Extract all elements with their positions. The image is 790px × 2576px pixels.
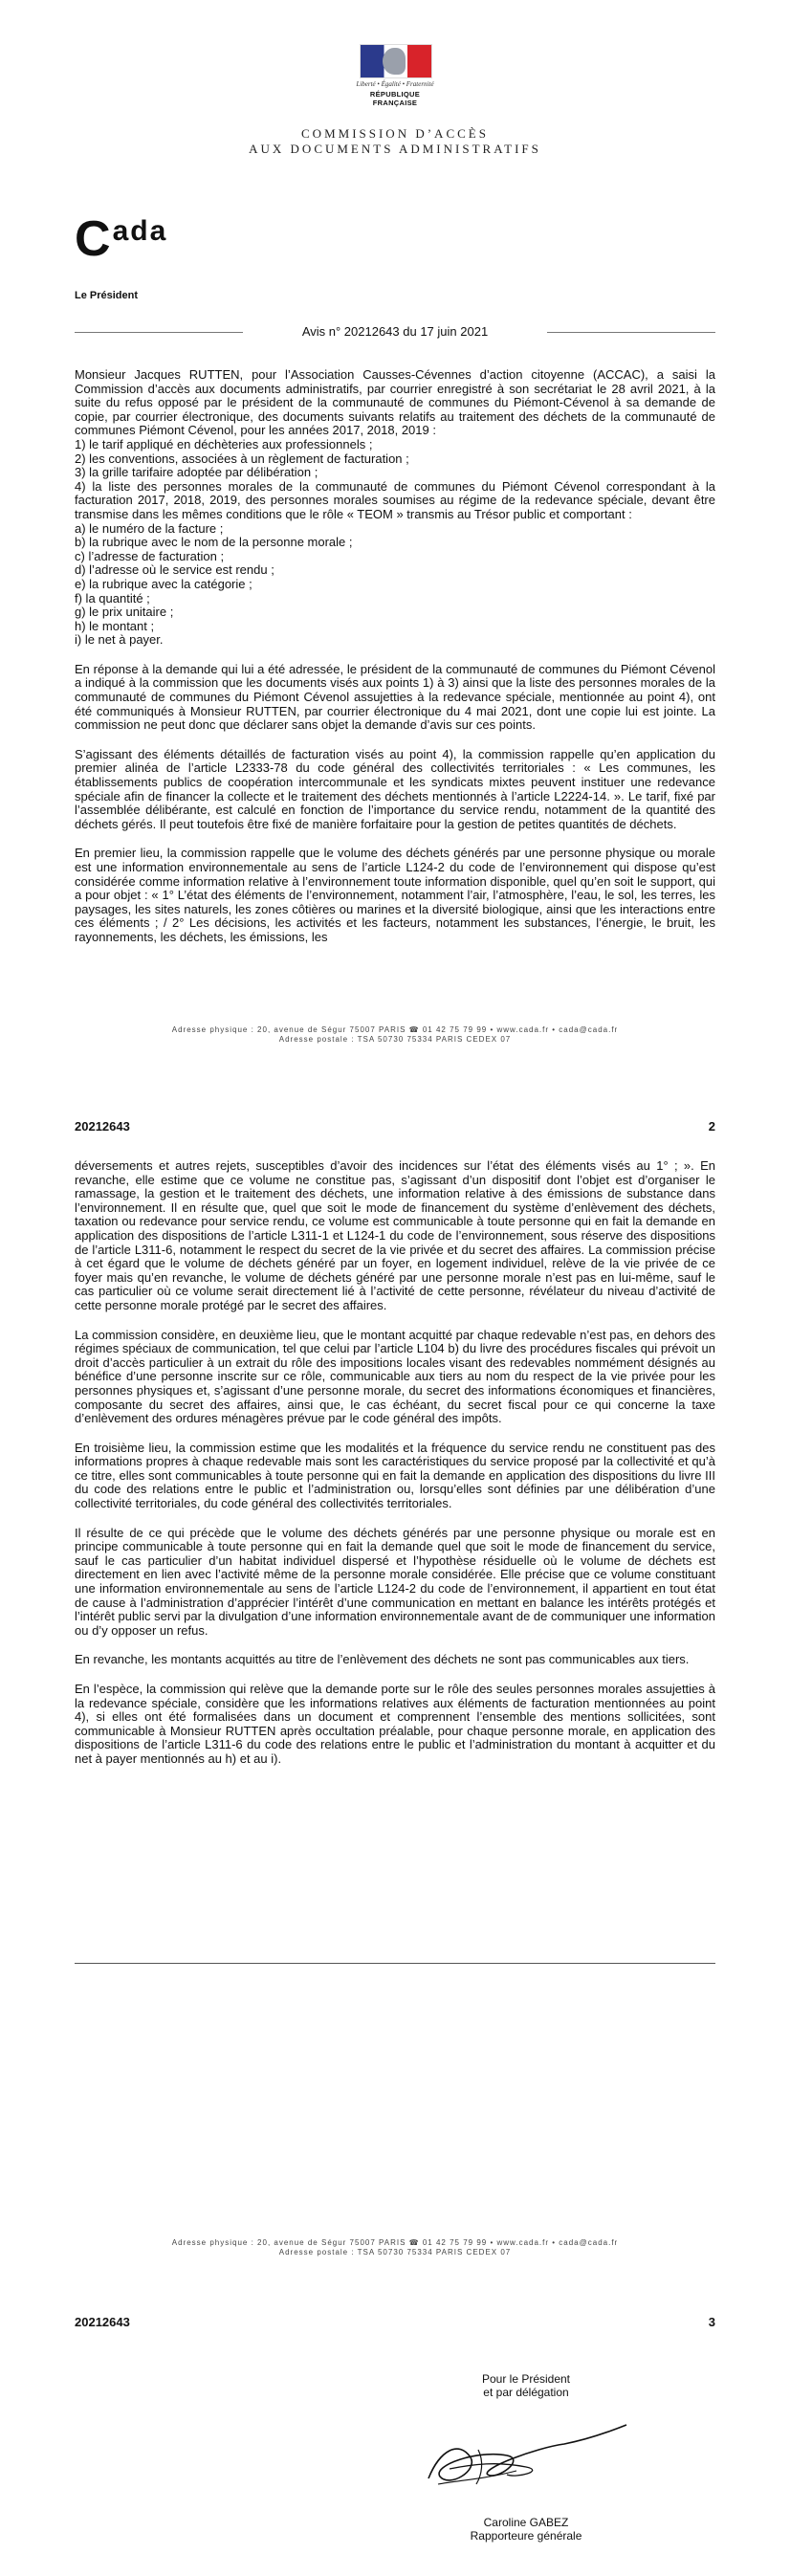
list-item: e) la rubrique avec la catégorie ;	[75, 576, 252, 591]
list-item: 3) la grille tarifaire adoptée par délibération ;	[75, 465, 318, 480]
list-item: 2) les conventions, associées à un règlement de facturation ;	[75, 451, 409, 466]
page-1-footer	[0, 1025, 790, 1045]
page-3	[0, 2315, 790, 2576]
list-item: c) l’adresse de facturation ;	[75, 548, 225, 563]
cada-logo-rest: ada	[112, 215, 168, 247]
avis-rule-right	[547, 332, 715, 333]
list-item: a) le numéro de la facture ;	[75, 520, 224, 536]
page-3-number: 3	[708, 2315, 715, 2329]
list-item: b) la rubrique avec le nom de la personne morale ;	[75, 535, 353, 550]
paragraph: En troisième lieu, la commission estime que les modalités et la fréquence du service rendu ne constituent pas des informations propres à chaque redevable mais sont les caractéristiques du service proposé par la collectivité et qu’à ce titre, elles sont communicables à toute personne qui en fait la demande en application des dispositions du livre III du code des relations entre le public et l’administration ou, lorsqu’elles sont définies par une délibération d’une collectivité territoriales, du code général des collectivités territoriales.	[75, 1440, 715, 1511]
paragraph: En revanche, les montants acquittés au titre de l’enlèvement des déchets ne sont pas communicables aux tiers.	[75, 1652, 690, 1667]
avis-title: Avis n° 20212643 du 17 juin 2021	[301, 324, 489, 339]
commission-line-2: AUX DOCUMENTS ADMINISTRATIFS	[249, 142, 541, 156]
footer-address-physical: Adresse physique : 20, avenue de Ségur 75007 PARIS ☎ 01 42 75 79 99 • www.cada.fr • cada@cada.fr	[171, 1025, 619, 1034]
signature-intro	[450, 2372, 603, 2399]
cada-logo	[75, 211, 168, 267]
paragraph: La commission considère, en deuxième lieu, que le montant acquitté par chaque redevable n’est pas, en dehors des régimes spéciaux de communication, tel que celui par l’article L104 b) du livre des procédures fiscales qui prévoit un droit d’accès particulier à un extrait du rôle des impositions locales visant des redevables nommément désignés au bénéfice d’une personne inscrite sur ce rôle, communicable aux tiers au nom du respect de la vie privée pour les personnes physiques et, s’agissant d’une personne morale, du secret des informations économiques et financières, composante du secret des affaires, ainsi que, le cas échéant, du secret fiscal pour ce qui concerne la taxe d’enlèvement des ordures ménagères prévue par le code général des impôts.	[75, 1327, 715, 1426]
paragraph: En l’espèce, la commission qui relève que la demande porte sur le rôle des seules personnes morales assujetties à la redevance spéciale, considère que les informations relatives aux éléments de facturation mentionnées au point 4), si elles ont été formalisées dans un document et comprennent l’ensemble des mentions sollicitées, sont communicable à Monsieur RUTTEN après occultation préalable, pour chaque personne morale, en application des dispositions de l’article L311-6 du code des relations entre le public et l’administration du montant à acquitter et du net à payer mentionnés au h) et au i).	[75, 1682, 715, 1766]
signature-line-2: et par délégation	[483, 2386, 569, 2399]
page-1-body	[75, 368, 715, 960]
intro-paragraph: Monsieur Jacques RUTTEN, pour l’Association Causses-Cévennes d’action citoyenne (ACCAC), a saisi la Commission d’accès aux documents administratifs, par courrier enregistré à son secrétariat le 28 avril 2021, à la suite du refus opposé par le président de la communauté de communes du Piémont-Cévenol à sa demande de copie, par courrier électronique, des documents suivants relatifs au traitement des déchets de la communauté de communes Piémont Cévenol, pour les années 2017, 2018, 2019 :	[75, 367, 715, 438]
paragraph: déversements et autres rejets, susceptibles d’avoir des incidences sur l’état des éléments visés au 1° ; ». En revanche, elle estime que ce volume ne constitue pas, s’agissant d’un dispositif dont l’objet est d’organiser le ramassage, la gestion et le traitement des déchets, une information relative à des émissions de substance dans l’environnement. Il en résulte que, quel que soit le mode de financement du système d’enlèvement des déchets, taxation ou redevance pour service rendu, ce volume est communicable à toute personne qui en fait la demande en application des dispositions de l’article L311-1 et L124-1 du code de l’environnement, sous réserve des dispositions de l’article L311-6, notamment le respect du secret de la vie privée et du secret des affaires. La commission précise à cet égard que le volume de déchets généré par un foyer, en logement individuel, relève de la vie privée de ce foyer mais qu’en revanche, le volume de déchets généré par une personne morale n’est pas en lui-même, sauf le cas particulier où ce volume serait directement lié à l’activité de cette personne, révélateur du niveau d’activité de cette personne morale protégé par le secret des affaires.	[75, 1158, 715, 1312]
signer-name: Caroline GABEZ	[483, 2516, 569, 2529]
list-item: g) le prix unitaire ;	[75, 605, 174, 620]
footer-address-physical: Adresse physique : 20, avenue de Ségur 75007 PARIS ☎ 01 42 75 79 99 • www.cada.fr • cada@cada.fr	[171, 2238, 619, 2247]
president-label: Le Président	[75, 290, 139, 301]
request-list	[75, 438, 715, 648]
page-2	[0, 1090, 790, 2315]
page-2-footer	[0, 2238, 790, 2257]
commission-line-1: COMMISSION D’ACCÈS	[301, 126, 489, 141]
cada-logo-initial: C	[75, 211, 111, 267]
paragraph: En réponse à la demande qui lui a été adressée, le président de la communauté de communes du Piémont Cévenol a indiqué à la commission que les documents visés aux points 1) à 3) ainsi que la liste des personnes morales de la communauté de communes du Piémont Cévenol assujetties à la redevance spéciale, mentionnée au point 4), ont été communiqués à Monsieur RUTTEN, par courrier électronique du 4 mai 2021, dont une copie lui est jointe. La commission ne peut donc que déclarer sans objet la demande d’avis sur ces points.	[75, 661, 715, 733]
page-2-number: 2	[708, 1119, 715, 1134]
list-item: 4) la liste des personnes morales de la communauté de communes du Piémont Cévenol correspondant à la facturation 2017, 2018, 2019, des personnes morales soumises au régime de la redevance spéciale, devant être transmise dans les mêmes conditions que le rôle « TEOM » transmis au Trésor public et comportant :	[75, 478, 715, 521]
list-item: h) le montant ;	[75, 618, 155, 633]
page-2-body	[75, 1159, 715, 1782]
list-item: i) le net à payer.	[75, 632, 164, 648]
republique-francaise-logo	[348, 44, 442, 107]
paragraph: Il résulte de ce qui précède que le volume des déchets générés par une personne physique ou morale est en principe communicable à toute personne qui en fait la demande quel que soit le mode de financement du service, sauf le cas particulier d’un habitat individuel dispersé et l’hypothèse résiduelle où le volume de déchets est directement en lien avec l’activité même de la personne morale considérée. Elle précise que ce volume constituant une information environnementale au sens de l’article L124-2 du code de l’environnement, il appartient en tout état de cause à l’administration d’apprécier l’intérêt d’une communication en mettant en balance les intérêts protégés et l’intérêt public servi par la divulgation d’une information environnementale avant de de communiquer une information ou d’y opposer un refus.	[75, 1525, 715, 1638]
list-item: d) l’adresse où le service est rendu ;	[75, 562, 274, 578]
marianne-profile-icon	[383, 48, 406, 75]
logo-republic: RÉPUBLIQUE FRANÇAISE	[369, 90, 421, 107]
page-1	[0, 0, 790, 1090]
footer-address-postal: Adresse postale : TSA 50730 75334 PARIS CEDEX 07	[278, 2248, 512, 2257]
signer-title: Rapporteure générale	[470, 2529, 582, 2543]
logo-motto: Liberté • Égalité • Fraternité	[356, 80, 434, 88]
paragraph: En premier lieu, la commission rappelle que le volume des déchets générés par une personne physique ou morale est une information environnementale au sens de l’article L124-2 du code de l’environnement qui dispose qu’est considérée comme information relative à l’environnement toute information disponible, quel qu’en soit le support, qui a pour objet : « 1° L’état des éléments de l’environnement, notamment l’air, l’atmosphère, l’eau, le sol, les terres, les paysages, les sites naturels, les zones côtières ou marines et la diversité biologique, ainsi que les interactions entre ces éléments ; / 2° Les décisions, les activités et les facteurs, notamment les substances, l’énergie, le bruit, les rayonnements, les déchets, les émissions, les	[75, 846, 715, 944]
page-2-reference: 20212643	[75, 1119, 130, 1134]
page-3-reference: 20212643	[75, 2315, 130, 2329]
closing-rule	[75, 1963, 715, 1964]
list-item: f) la quantité ;	[75, 590, 150, 605]
list-item: 1) le tarif appliqué en déchèteries aux professionnels ;	[75, 436, 373, 451]
signature-line-1: Pour le Président	[481, 2372, 571, 2386]
handwritten-signature	[421, 2411, 631, 2498]
footer-address-postal: Adresse postale : TSA 50730 75334 PARIS CEDEX 07	[278, 1035, 512, 1044]
signer-block	[450, 2516, 603, 2543]
paragraph: S’agissant des éléments détaillés de facturation visés au point 4), la commission rappelle qu’en application du premier alinéa de l’article L2333-78 du code général des collectivités territoriales : « Les communes, les établissements publics de coopération intercommunale et les syndicats mixtes peuvent instituer une redevance spéciale afin de financer la collecte et le traitement des déchets mentionnés à l’article L2224-14. ». Le tarif, fixé par l’assemblée délibérante, est calculé en fonction de l’importance du service rendu, notamment de la quantité des déchets gérés. Il peut toutefois être fixé de manière forfaitaire pour la gestion de petites quantités de déchets.	[75, 746, 715, 831]
